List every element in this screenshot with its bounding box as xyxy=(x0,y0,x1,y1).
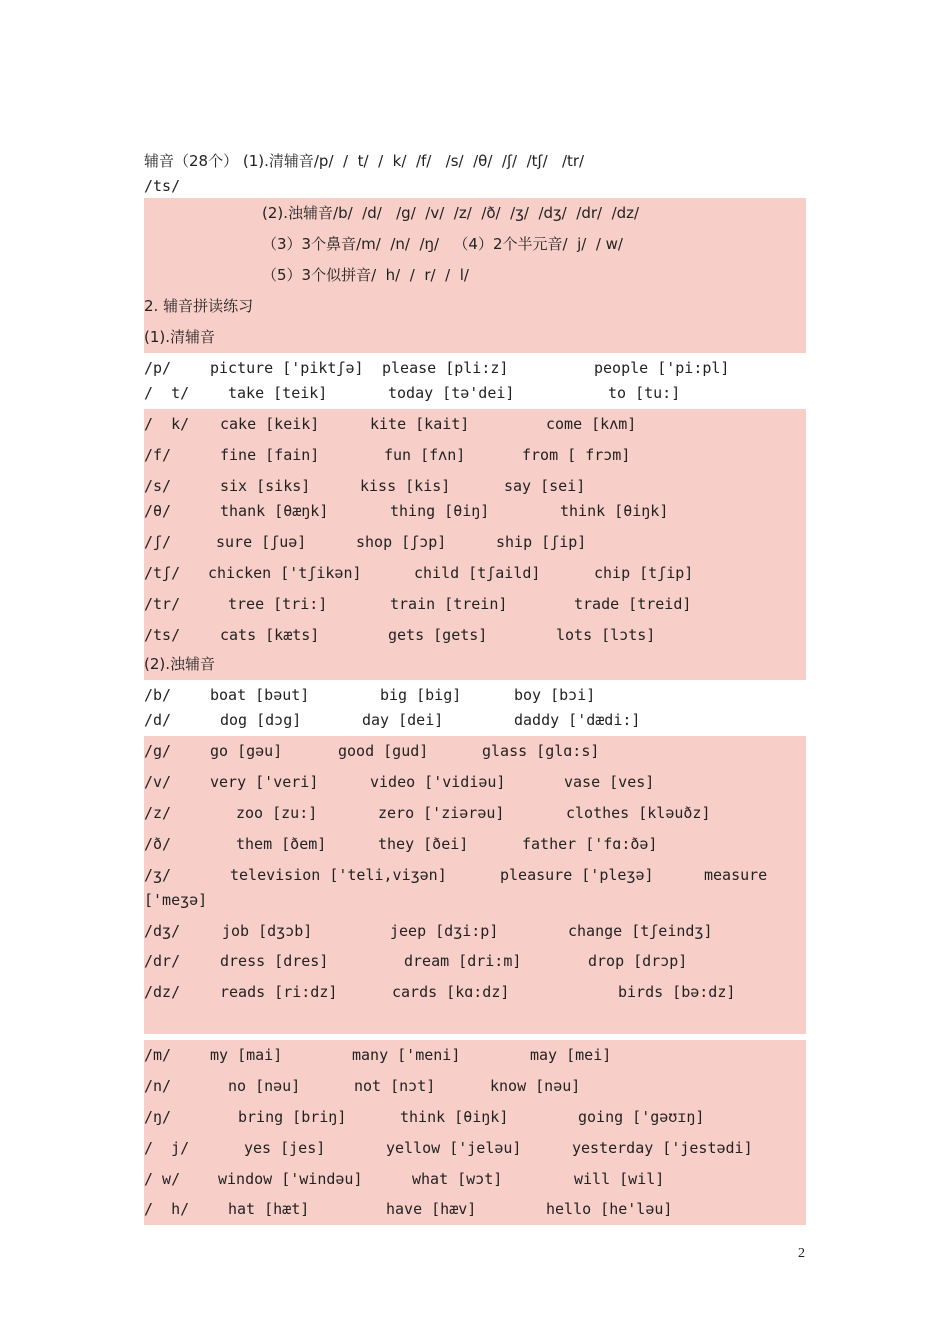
example-word: drop [drɔp] xyxy=(588,952,688,970)
phonetic-symbol: /ʒ/ xyxy=(144,866,172,884)
example-word: them [ðem] xyxy=(236,835,327,853)
phonetic-symbol: /z/ xyxy=(144,804,172,822)
example-word: reads [ri:dz] xyxy=(220,983,338,1001)
example-word: from [ frɔm] xyxy=(522,446,631,464)
phonetic-symbol: /dz/ xyxy=(144,983,181,1001)
example-word: my [mai] xyxy=(210,1046,283,1064)
example-word: what [wɔt] xyxy=(412,1170,503,1188)
example-word: no [nəu] xyxy=(228,1077,301,1095)
other-row xyxy=(144,1133,806,1164)
example-word: cards [kɑ:dz] xyxy=(392,983,510,1001)
similar-sound-list-text: （5）3个似拼音/ h/ / r/ / l/ xyxy=(262,266,469,284)
phonetic-symbol: /v/ xyxy=(144,773,172,791)
other-row xyxy=(144,1194,806,1225)
example-word: chicken ['tʃikən] xyxy=(208,564,362,582)
example-word: may [mei] xyxy=(530,1046,612,1064)
example-word: measure xyxy=(704,866,768,884)
voiced-row xyxy=(144,916,806,947)
example-word: very ['veri] xyxy=(210,773,319,791)
example-word-continuation: ['meʒə] xyxy=(144,891,208,909)
example-word: big [big] xyxy=(380,686,462,704)
example-word: know [nəu] xyxy=(490,1077,581,1095)
phonetic-symbol: / h/ xyxy=(144,1200,190,1218)
nasal-semivowel-list-text: （3）3个鼻音/m/ /n/ /ŋ/ （4）2个半元音/ j/ / w/ xyxy=(262,235,623,253)
phonetic-symbol: /g/ xyxy=(144,742,172,760)
example-word: zoo [zu:] xyxy=(236,804,318,822)
example-word: will [wil] xyxy=(574,1170,665,1188)
voiceless-row xyxy=(144,527,806,558)
example-word: they [ðei] xyxy=(378,835,469,853)
voiced-title: (2).浊辅音 xyxy=(144,649,806,680)
example-word: vase [ves] xyxy=(564,773,655,791)
voiceless-row xyxy=(144,409,806,440)
voiced-consonant-list xyxy=(144,198,806,229)
example-word: jeep [dʒi:p] xyxy=(390,922,499,940)
phonetic-symbol: /s/ xyxy=(144,477,172,495)
phonetic-symbol: /m/ xyxy=(144,1046,172,1064)
example-word: fun [fʌn] xyxy=(384,446,466,464)
example-word: picture ['piktʃə] xyxy=(210,359,364,377)
example-word: go [gəu] xyxy=(210,742,283,760)
example-word: many ['meni] xyxy=(352,1046,461,1064)
voiced-row xyxy=(144,798,806,829)
example-word: cats [kæts] xyxy=(220,626,320,644)
example-word: bring [briŋ] xyxy=(238,1108,347,1126)
example-word: daddy ['dædi:] xyxy=(514,711,641,729)
example-word: window ['windəu] xyxy=(218,1170,363,1188)
example-word: change [tʃeindʒ] xyxy=(568,922,713,940)
example-word: glass [glɑ:s] xyxy=(482,742,600,760)
phonetic-symbol: / k/ xyxy=(144,415,190,433)
example-word: come [kʌm] xyxy=(546,415,637,433)
phonetic-symbol: /p/ xyxy=(144,359,172,377)
example-word: boat [bəut] xyxy=(210,686,310,704)
example-word: dream [dri:m] xyxy=(404,952,522,970)
example-word: to [tu:] xyxy=(608,384,681,402)
nasal-semivowel-list xyxy=(144,229,806,260)
example-word: kiss [kis] xyxy=(360,477,451,495)
phonetic-symbol: /n/ xyxy=(144,1077,172,1095)
section-title: 2. 辅音拼读练习 xyxy=(144,291,806,322)
example-word: dog [dɔg] xyxy=(220,711,302,729)
phonetic-symbol: /ð/ xyxy=(144,835,172,853)
voiced-row xyxy=(144,946,806,977)
phonetic-symbol: /ʃ/ xyxy=(144,533,172,551)
other-row xyxy=(144,1071,806,1102)
example-word: chip [tʃip] xyxy=(594,564,694,582)
voiceless-row xyxy=(144,496,806,527)
example-word: father ['fɑ:ðə] xyxy=(522,835,658,853)
example-word: yes [jes] xyxy=(244,1139,326,1157)
example-word: birds [bə:dz] xyxy=(618,983,736,1001)
phonetic-symbol: /b/ xyxy=(144,686,172,704)
example-word: clothes [kləuðz] xyxy=(566,804,711,822)
phonetic-symbol: /ŋ/ xyxy=(144,1108,172,1126)
example-word: take [teik] xyxy=(228,384,328,402)
example-word: day [dei] xyxy=(362,711,444,729)
example-word: think [θiŋk] xyxy=(400,1108,509,1126)
example-word: boy [bɔi] xyxy=(514,686,596,704)
other-row xyxy=(144,1040,806,1071)
example-word: going ['gəʊɪŋ] xyxy=(578,1108,705,1126)
example-word: yellow ['jeləu] xyxy=(386,1139,522,1157)
voiceless-row xyxy=(144,589,806,620)
voiceless-row xyxy=(144,440,806,471)
example-word: video ['vidiəu] xyxy=(370,773,506,791)
phonetic-symbol: /tr/ xyxy=(144,595,181,613)
phonetic-symbol: / j/ xyxy=(144,1139,190,1157)
example-word: thank [θæŋk] xyxy=(220,502,329,520)
blank-row xyxy=(144,1003,806,1034)
example-word: please [pli:z] xyxy=(382,359,509,377)
phonetic-symbol: /dr/ xyxy=(144,952,181,970)
example-word: fine [fain] xyxy=(220,446,320,464)
example-word: child [tʃaild] xyxy=(414,564,541,582)
example-word: tree [tri:] xyxy=(228,595,328,613)
phonetic-symbol: /dʒ/ xyxy=(144,922,181,940)
similar-sound-list xyxy=(144,260,806,291)
example-word: people ['pi:pl] xyxy=(594,359,730,377)
example-word: not [nɔt] xyxy=(354,1077,436,1095)
example-word: have [hæv] xyxy=(386,1200,477,1218)
phonetic-symbol: /f/ xyxy=(144,446,172,464)
example-word: hello [he'ləu] xyxy=(546,1200,673,1218)
voiced-row xyxy=(144,829,806,860)
voiced-consonant-list-text: (2).浊辅音/b/ /d/ /g/ /v/ /z/ /ð/ /ʒ/ /dʒ/ /dr/ /dz/ xyxy=(262,204,640,222)
example-word: hat [hæt] xyxy=(228,1200,310,1218)
voiced-row xyxy=(144,767,806,798)
phonetic-symbol: /tʃ/ xyxy=(144,564,181,582)
phonetic-symbol: / t/ xyxy=(144,384,190,402)
consonant-intro-line2: /ts/ xyxy=(144,177,181,195)
example-word: television ['teli,viʒən] xyxy=(230,866,447,884)
example-word: gets [gets] xyxy=(388,626,488,644)
example-word: good [gud] xyxy=(338,742,429,760)
example-word: dress [dres] xyxy=(220,952,329,970)
voiceless-row xyxy=(144,378,806,409)
voiceless-title: (1).清辅音 xyxy=(144,322,806,353)
consonant-intro-line1: 辅音（28个） (1).清辅音/p/ / t/ / k/ /f/ /s/ /θ/ /ʃ/ /tʃ/ /tr/ xyxy=(144,152,585,170)
voiceless-row xyxy=(144,620,806,651)
example-word: job [dʒɔb] xyxy=(222,922,313,940)
voiced-row xyxy=(144,705,806,736)
example-word: thing [θiŋ] xyxy=(390,502,490,520)
voiceless-row xyxy=(144,558,806,589)
example-word: pleasure ['pleʒə] xyxy=(500,866,654,884)
example-word: train [trein] xyxy=(390,595,508,613)
example-word: ship [ʃip] xyxy=(496,533,587,551)
example-word: yesterday ['jestədi] xyxy=(572,1139,753,1157)
phonetic-symbol: / w/ xyxy=(144,1170,181,1188)
other-row xyxy=(144,1102,806,1133)
voiced-row xyxy=(144,860,806,916)
other-row xyxy=(144,1164,806,1195)
example-word: kite [kait] xyxy=(370,415,470,433)
phonetic-symbol: /d/ xyxy=(144,711,172,729)
example-word: lots [lɔts] xyxy=(556,626,656,644)
example-word: zero ['ziərəu] xyxy=(378,804,505,822)
example-word: think [θiŋk] xyxy=(560,502,669,520)
example-word: today [tə'dei] xyxy=(388,384,515,402)
example-word: trade [treid] xyxy=(574,595,692,613)
example-word: shop [ʃɔp] xyxy=(356,533,447,551)
phonetic-symbol: /θ/ xyxy=(144,502,172,520)
example-word: six [siks] xyxy=(220,477,311,495)
page-number: 2 xyxy=(798,1246,805,1261)
example-word: cake [keik] xyxy=(220,415,320,433)
phonetic-symbol: /ts/ xyxy=(144,626,181,644)
example-word: say [sei] xyxy=(504,477,586,495)
example-word: sure [ʃuə] xyxy=(216,533,307,551)
voiced-row xyxy=(144,736,806,767)
